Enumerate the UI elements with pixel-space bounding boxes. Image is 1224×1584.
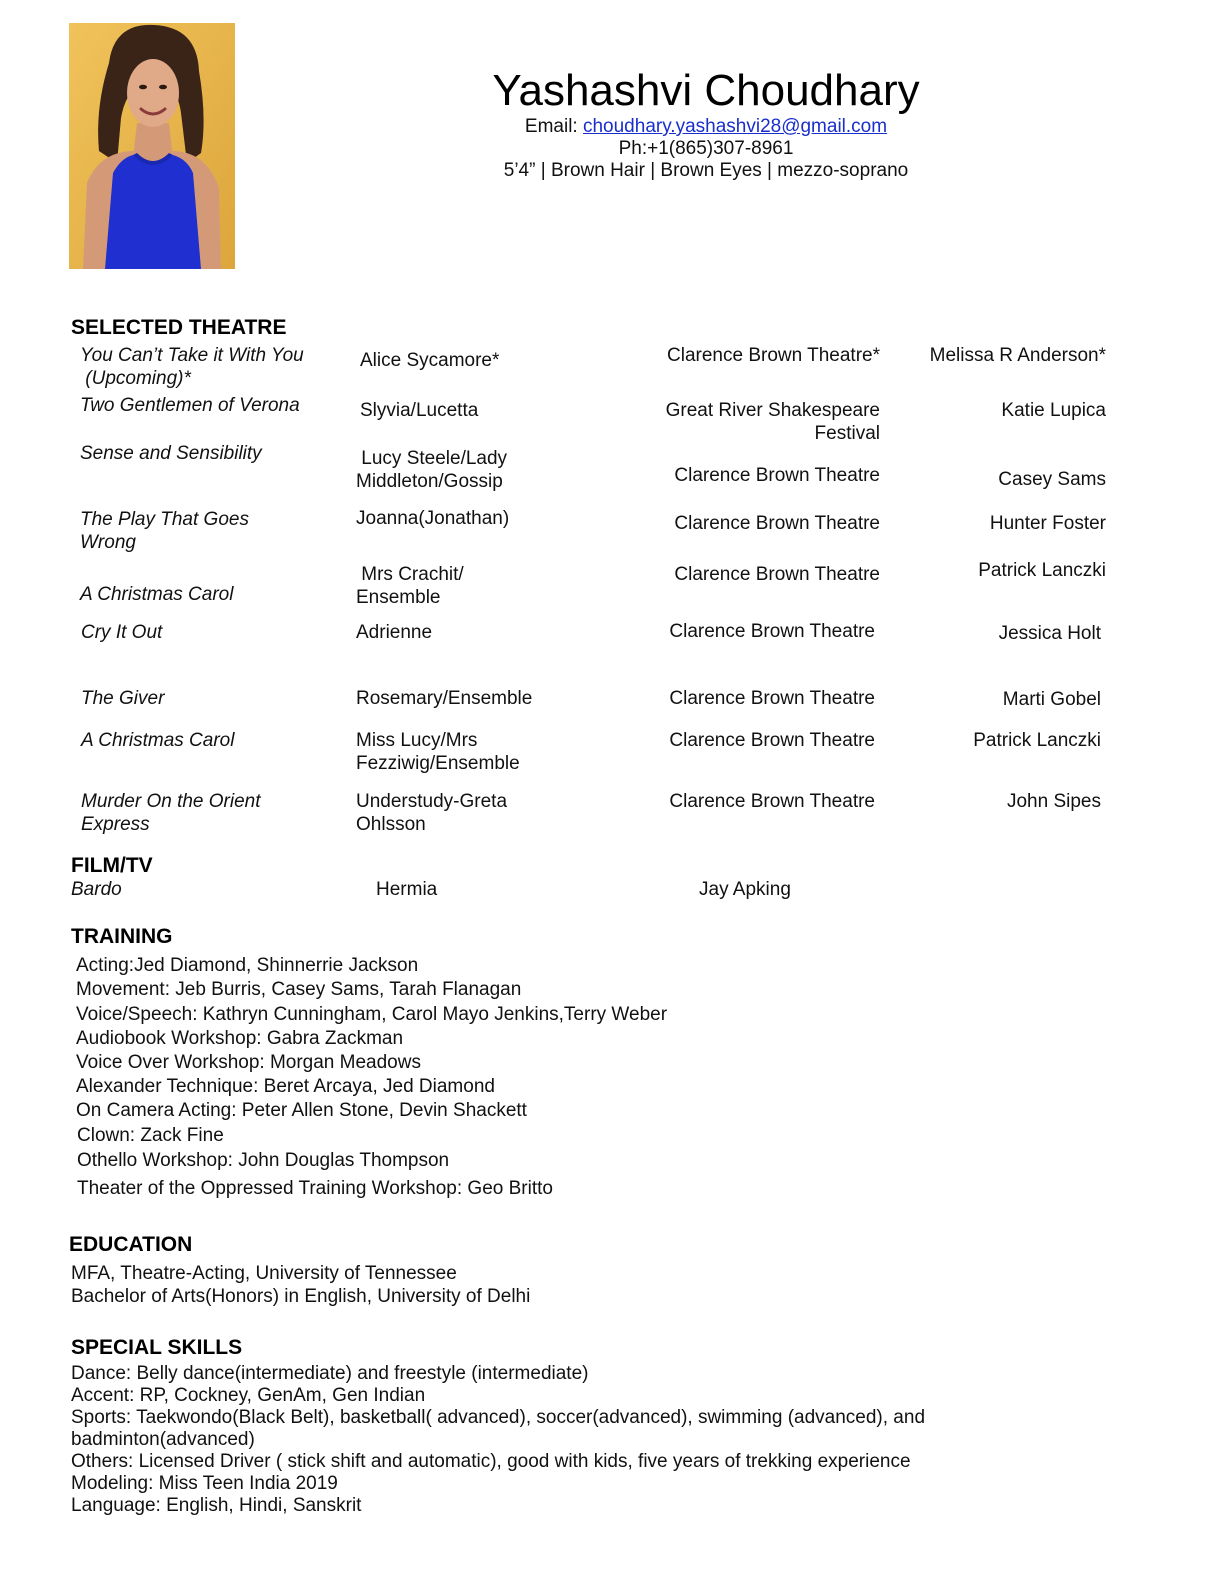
role: Rosemary/Ensemble	[356, 688, 533, 709]
training-line: On Camera Acting: Peter Allen Stone, Devin Shackett	[76, 1100, 527, 1121]
film-title: Bardo	[71, 879, 122, 900]
role: Lucy Steele/Lady Middleton/Gossip	[356, 448, 508, 492]
role: Joanna(Jonathan)	[356, 508, 510, 529]
role: Adrienne	[356, 622, 433, 643]
training-line: Clown: Zack Fine	[77, 1125, 224, 1146]
training-line: Movement: Jeb Burris, Casey Sams, Tarah Flanagan	[76, 979, 522, 1000]
training-line: Audiobook Workshop: Gabra Zackman	[76, 1028, 404, 1049]
skill-line: badminton(advanced)	[71, 1429, 255, 1450]
director: Marti Gobel	[1002, 689, 1101, 710]
email-label: Email:	[524, 116, 583, 137]
skill-line: Dance: Belly dance(intermediate) and freestyle (intermediate)	[71, 1363, 589, 1384]
role: Slyvia/Lucetta	[360, 400, 479, 421]
skill-line: Others: Licensed Driver ( stick shift and automatic), good with kids, five years of trekking experience	[71, 1451, 911, 1472]
director: Patrick Lanczki	[978, 560, 1106, 581]
email-line	[400, 115, 1012, 138]
training-line: Othello Workshop: John Douglas Thompson	[77, 1150, 450, 1171]
theatre-company: Clarence Brown Theatre	[669, 730, 875, 751]
skills-heading: SPECIAL SKILLS	[71, 1336, 243, 1359]
theatre-company: Clarence Brown Theatre	[669, 791, 875, 812]
show-title: Murder On the Orient Express	[81, 791, 261, 835]
role: Miss Lucy/Mrs Fezziwig/Ensemble	[356, 730, 520, 774]
theatre-heading: SELECTED THEATRE	[71, 316, 287, 339]
skill-line: Accent: RP, Cockney, GenAm, Gen Indian	[71, 1385, 426, 1406]
education-line: MFA, Theatre-Acting, University of Tennessee	[71, 1263, 457, 1284]
theatre-company: Clarence Brown Theatre	[674, 564, 880, 585]
education-heading: EDUCATION	[69, 1233, 193, 1256]
theatre-company: Clarence Brown Theatre	[669, 688, 875, 709]
training-line: Voice/Speech: Kathryn Cunningham, Carol Mayo Jenkins,Terry Weber	[76, 1004, 668, 1025]
director: Casey Sams	[998, 469, 1106, 490]
theatre-company: Clarence Brown Theatre*	[667, 345, 880, 366]
director: Katie Lupica	[1001, 400, 1106, 421]
theatre-company: Great River Shakespeare Festival	[665, 400, 880, 444]
show-title: Cry It Out	[81, 622, 163, 643]
phone-number: Ph:+1(865)307-8961	[618, 138, 794, 159]
film-role: Hermia	[376, 879, 438, 900]
skill-line: Language: English, Hindi, Sanskrit	[71, 1495, 362, 1516]
show-title: The Play That Goes Wrong	[80, 509, 249, 553]
skill-line: Sports: Taekwondo(Black Belt), basketball( advanced), soccer(advanced), swimming (advanced), and	[71, 1407, 926, 1428]
education-line: Bachelor of Arts(Honors) in English, University of Delhi	[71, 1286, 531, 1307]
director: Patrick Lanczki	[973, 730, 1101, 751]
director: Hunter Foster	[989, 513, 1106, 534]
physical-stats: 5’4” | Brown Hair | Brown Eyes | mezzo-soprano	[503, 160, 909, 181]
training-heading: TRAINING	[71, 925, 173, 948]
film-director: Jay Apking	[699, 879, 791, 900]
director: Melissa R Anderson*	[929, 345, 1106, 366]
show-title: A Christmas Carol	[80, 584, 234, 605]
show-title: You Can’t Take it With You (Upcoming)*	[80, 345, 304, 389]
role: Mrs Crachit/ Ensemble	[356, 564, 464, 608]
director: John Sipes	[1006, 791, 1101, 812]
headshot-photo	[69, 23, 235, 269]
training-line: Acting:Jed Diamond, Shinnerrie Jackson	[76, 955, 419, 976]
skill-line: Modeling: Miss Teen India 2019	[71, 1473, 338, 1494]
training-line: Alexander Technique: Beret Arcaya, Jed Diamond	[76, 1076, 495, 1097]
theatre-company: Clarence Brown Theatre	[674, 465, 880, 486]
show-title: A Christmas Carol	[81, 730, 235, 751]
show-title: Sense and Sensibility	[80, 443, 262, 464]
director: Jessica Holt	[998, 623, 1101, 644]
show-title: The Giver	[81, 688, 165, 709]
training-line: Theater of the Oppressed Training Workshop: Geo Britto	[77, 1178, 553, 1199]
role: Alice Sycamore*	[360, 350, 500, 371]
training-line: Voice Over Workshop: Morgan Meadows	[76, 1052, 421, 1073]
theatre-company: Clarence Brown Theatre	[669, 621, 875, 642]
show-title: Two Gentlemen of Verona	[80, 395, 300, 416]
film-heading: FILM/TV	[71, 854, 153, 877]
email-link[interactable]: choudhary.yashashvi28@gmail.com	[582, 116, 888, 137]
actor-name: Yashashvi Choudhary	[492, 66, 920, 115]
theatre-company: Clarence Brown Theatre	[674, 513, 880, 534]
role: Understudy-Greta Ohlsson	[356, 791, 508, 835]
